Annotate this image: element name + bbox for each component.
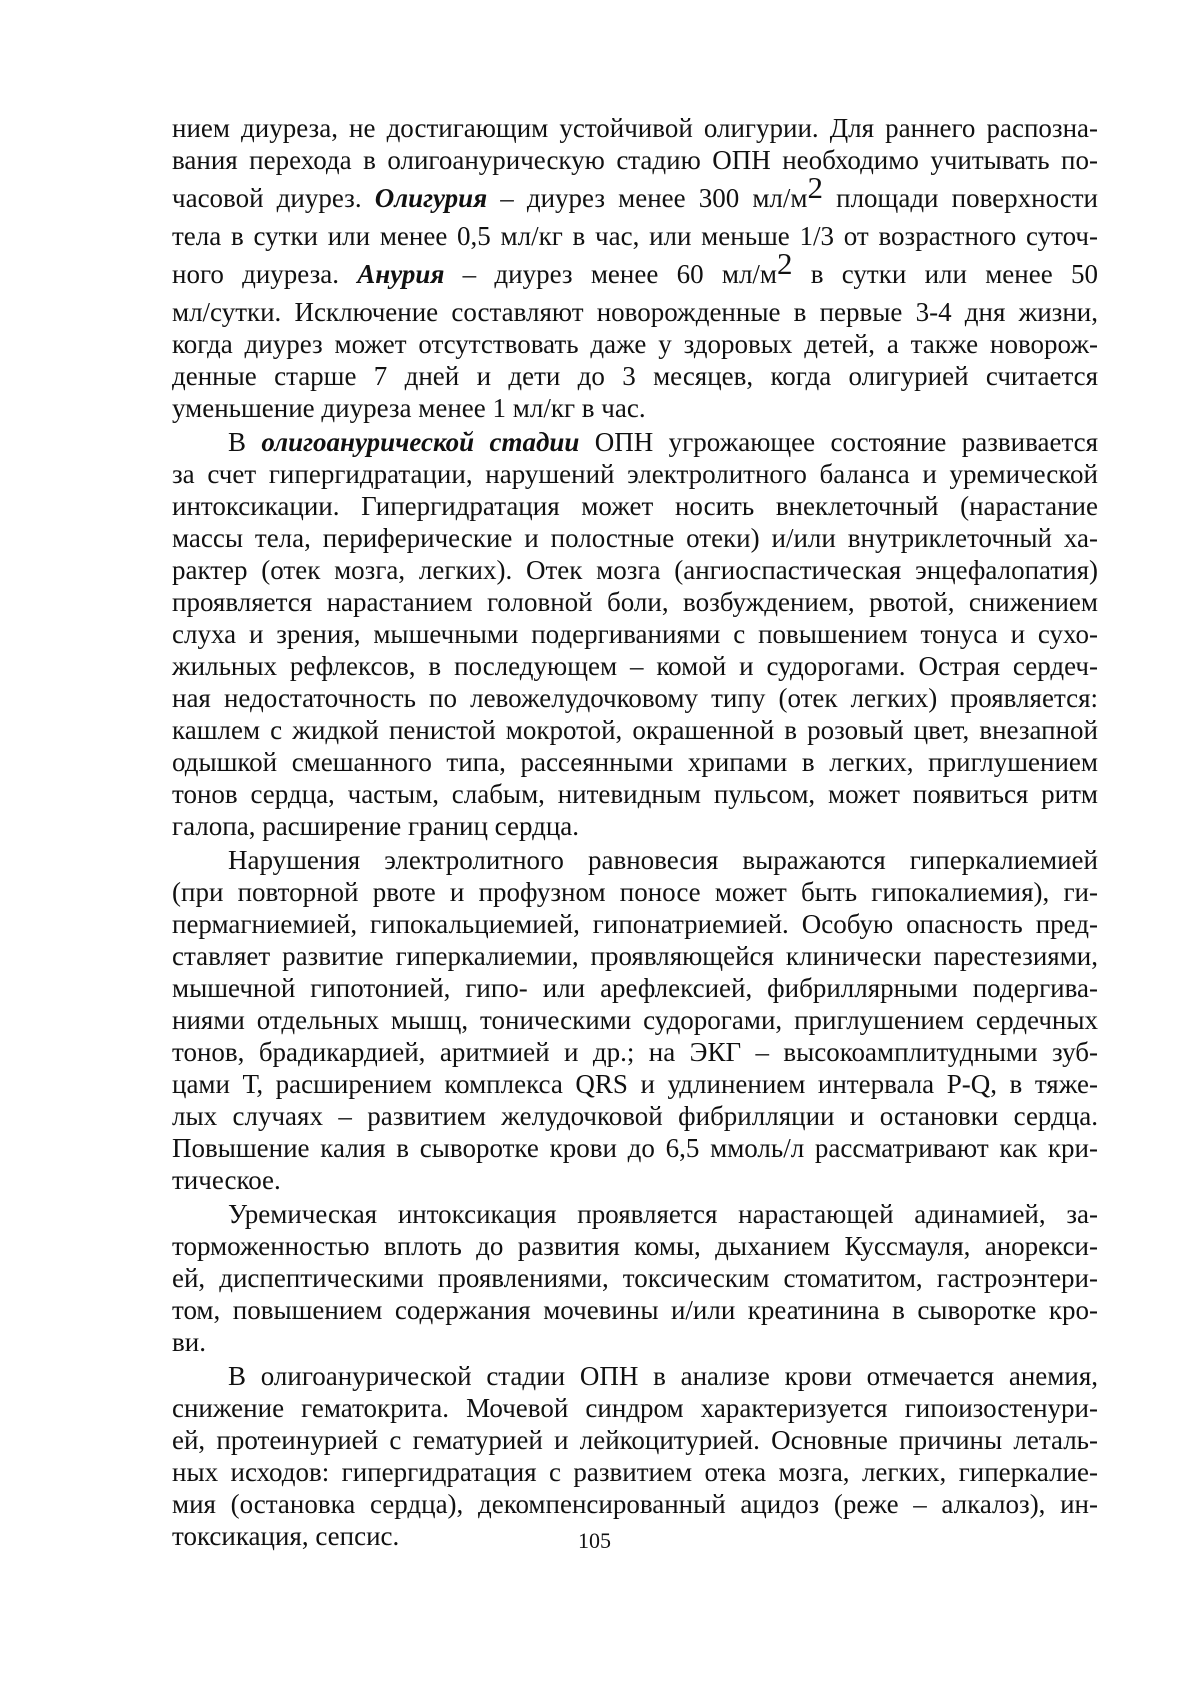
text-run: площади поверхности — [823, 183, 1098, 213]
text-run: галопа, расширение границ сердца. — [172, 811, 580, 841]
text-run: ей, протеинурией с гематурией и лейкоцитурией. Основные причины леталь- — [172, 1425, 1098, 1455]
text-run: В олигоанурической стадии ОПН в анализе крови отмечается анемия, — [228, 1361, 1098, 1391]
text-run: Повышение калия в сыворотке крови до 6,5 ммоль/л рассматривают как кри- — [172, 1133, 1098, 1163]
text-line — [172, 1456, 1098, 1488]
text-run: тонов сердца, частым, слабым, нитевидным пульсом, может появиться ритм — [172, 779, 1098, 809]
text-line — [172, 682, 1098, 714]
text-run: жильных рефлексов, в последующем – комой и судорогами. Острая сердеч- — [172, 651, 1098, 681]
text-line — [172, 1198, 1098, 1230]
text-line — [172, 876, 1098, 908]
text-line — [172, 1488, 1098, 1520]
text-line — [172, 554, 1098, 586]
page-body — [172, 112, 1098, 1552]
text-line — [172, 246, 1098, 296]
paragraph — [172, 1360, 1098, 1552]
text-run: ви. — [172, 1327, 206, 1357]
paragraph — [172, 112, 1098, 424]
superscript: 2 — [777, 246, 793, 281]
text-line — [172, 220, 1098, 252]
text-line — [172, 1068, 1098, 1100]
paragraph — [172, 1198, 1098, 1358]
text-line — [172, 426, 1098, 458]
text-run: Нарушения электролитного равновесия выражаются гиперкалиемией — [228, 845, 1098, 875]
text-run: ставляет развитие гиперкалиемии, проявляющейся клинически парестезиями, — [172, 941, 1098, 971]
text-line — [172, 778, 1098, 810]
text-line — [172, 144, 1098, 176]
text-run: за счет гипергидратации, нарушений электролитного баланса и уремической — [172, 459, 1098, 489]
text-line — [172, 170, 1098, 220]
text-run: мышечной гипотонией, гипо- или арефлексией, фибриллярными подергива- — [172, 973, 1098, 1003]
text-line — [172, 296, 1098, 328]
text-line — [172, 392, 1098, 424]
text-line — [172, 1036, 1098, 1068]
text-run: ниями отдельных мышц, тоническими судорогами, приглушением сердечных — [172, 1005, 1098, 1035]
text-run: нием диуреза, не достигающим устойчивой олигурии. Для раннего распозна- — [172, 113, 1098, 143]
page-number: 105 — [578, 1528, 611, 1553]
text-line — [172, 1132, 1098, 1164]
text-line — [172, 940, 1098, 972]
text-run: ная недостаточность по левожелудочковому типу (отек легких) проявляется: — [172, 683, 1098, 713]
text-line — [172, 328, 1098, 360]
text-run: денные старше 7 дней и дети до 3 месяцев, когда олигурией считается — [172, 361, 1098, 391]
text-run: вания перехода в олигоанурическую стадию ОПН необходимо учитывать по- — [172, 145, 1098, 175]
text-run: часовой диурез. — [172, 183, 375, 213]
emphasized-term: Олигурия — [374, 183, 488, 213]
text-line — [172, 1230, 1098, 1262]
text-run: тонов, брадикардией, аритмией и др.; на ЭКГ – высокоамплитудными зуб- — [172, 1037, 1098, 1067]
text-run: Уремическая интоксикация проявляется нарастающей адинамией, за- — [228, 1199, 1098, 1229]
text-run: – диурез менее 60 мл/м — [444, 259, 778, 289]
text-run: проявляется нарастанием головной боли, возбуждением, рвотой, снижением — [172, 587, 1098, 617]
text-run: торможенностью вплоть до развития комы, дыханием Куссмауля, анорекси- — [172, 1231, 1098, 1261]
text-run: рактер (отек мозга, легких). Отек мозга (ангиоспастическая энцефалопатия) — [172, 555, 1098, 585]
text-run: интоксикации. Гипергидратация может носить внеклеточный (нарастание — [172, 491, 1098, 521]
text-line — [172, 1294, 1098, 1326]
text-line — [172, 1360, 1098, 1392]
text-line — [172, 618, 1098, 650]
text-line — [172, 714, 1098, 746]
paragraph — [172, 844, 1098, 1196]
text-run: том, повышением содержания мочевины и/или креатинина в сыворотке кро- — [172, 1295, 1098, 1325]
text-line — [172, 650, 1098, 682]
text-run: – диурез менее 300 мл/м — [487, 183, 808, 213]
text-line — [172, 112, 1098, 144]
text-line — [172, 1326, 1098, 1358]
text-run: кашлем с жидкой пенистой мокротой, окрашенной в розовый цвет, внезапной — [172, 715, 1098, 745]
text-line — [172, 1100, 1098, 1132]
text-run: мия (остановка сердца), декомпенсированный ацидоз (реже – алкалоз), ин- — [172, 1489, 1098, 1519]
text-run: слуха и зрения, мышечными подергиваниями с повышением тонуса и сухо- — [172, 619, 1098, 649]
text-run: ей, диспептическими проявлениями, токсическим стоматитом, гастроэнтери- — [172, 1263, 1098, 1293]
text-line — [172, 490, 1098, 522]
text-run: цами Т, расширением комплекса QRS и удлинением интервала P-Q, в тяже- — [172, 1069, 1098, 1099]
text-line — [172, 844, 1098, 876]
text-run: снижение гематокрита. Мочевой синдром характеризуется гипоизостенури- — [172, 1393, 1098, 1423]
text-line — [172, 1262, 1098, 1294]
text-run: В — [228, 427, 262, 457]
text-run: пермагниемией, гипокальциемией, гипонатриемией. Особую опасность пред- — [172, 909, 1098, 939]
paragraph — [172, 426, 1098, 842]
text-run: массы тела, периферические и полостные отеки) и/или внутриклеточный ха- — [172, 523, 1098, 553]
text-run: (при повторной рвоте и профузном поносе может быть гипокалиемия), ги- — [172, 877, 1098, 907]
emphasized-term: олигоанурической стадии — [261, 427, 580, 457]
text-line — [172, 522, 1098, 554]
text-run: токсикация, сепсис. — [172, 1521, 400, 1551]
text-line — [172, 1392, 1098, 1424]
text-run: ных исходов: гипергидратация с развитием отека мозга, легких, гиперкалие- — [172, 1457, 1098, 1487]
text-run: тическое. — [172, 1165, 281, 1195]
text-run: одышкой смешанного типа, рассеянными хрипами в легких, приглушением — [172, 747, 1098, 777]
emphasized-term: Анурия — [357, 259, 445, 289]
text-line — [172, 1164, 1098, 1196]
text-run: ОПН угрожающее состояние развивается — [579, 427, 1099, 457]
text-run: когда диурез может отсутствовать даже у здоровых детей, а также новорож- — [172, 329, 1098, 359]
text-line — [172, 746, 1098, 778]
text-line — [172, 1004, 1098, 1036]
text-run: лых случаях – развитием желудочковой фибрилляции и остановки сердца. — [172, 1101, 1098, 1131]
text-run: ного диуреза. — [172, 259, 358, 289]
text-line — [172, 458, 1098, 490]
text-line — [172, 972, 1098, 1004]
text-run: уменьшение диуреза менее 1 мл/кг в час. — [172, 393, 646, 423]
text-run: в сутки или менее 50 — [792, 259, 1098, 289]
text-line — [172, 360, 1098, 392]
text-line — [172, 908, 1098, 940]
superscript: 2 — [807, 170, 823, 205]
text-run: мл/сутки. Исключение составляют новорожденные в первые 3-4 дня жизни, — [172, 297, 1098, 327]
text-line — [172, 1424, 1098, 1456]
text-line — [172, 586, 1098, 618]
text-run: тела в сутки или менее 0,5 мл/кг в час, или меньше 1/3 от возрастного суточ- — [172, 221, 1098, 251]
text-line — [172, 810, 1098, 842]
